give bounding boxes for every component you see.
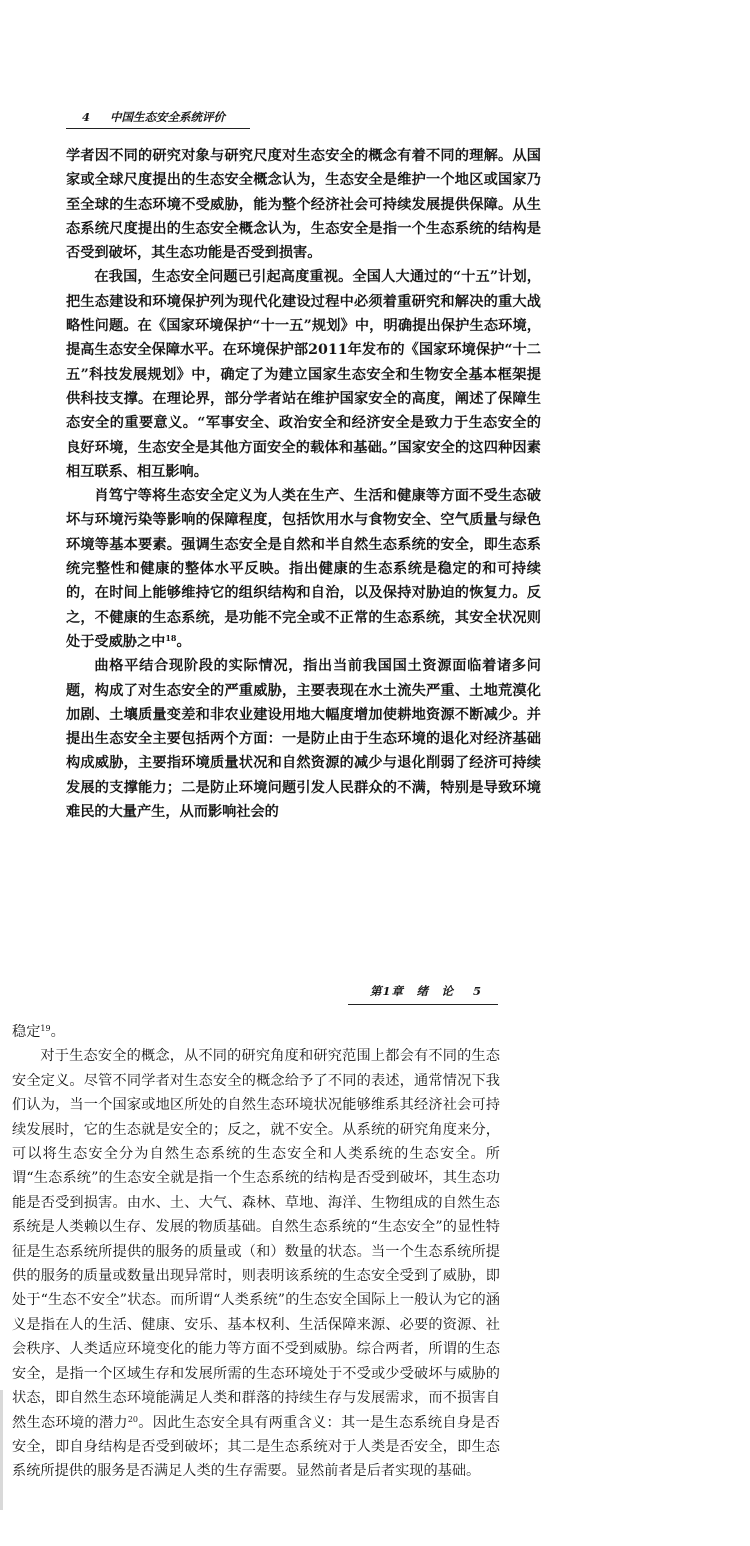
citation: 20	[127, 1414, 139, 1424]
scan-edge	[0, 1390, 3, 1510]
citation: 18	[165, 632, 177, 643]
header-rule	[66, 128, 250, 129]
running-header	[82, 109, 225, 125]
running-head-title: 中国生态安全系统评价	[110, 110, 226, 124]
paragraph: 学者因不同的研究对象与研究尺度对生态安全的概念有着不同的理解。从国家或全球尺度提出的生态安全概念认为，生态安全是维护一个地区或国家乃至全球的生态环境不受威胁，能为整个经济社会可持续发展提供保障。从生态系统尺度提出的生态安全概念认为，生态安全是指一个生态系统的结构是否受到破坏，其生态功能是否受到损害。	[66, 148, 541, 262]
paragraph: 在我国，生态安全问题已引起高度重视。全国人大通过的“十五”计划，把生态建设和环境保护列为现代化建设过程中必须着重研究和解决的重大战略性问题。在《国家环境保护“十一五”规划》中，明确提出保护生态环境，提高生态安全保障水平。在环境保护部2011年发布的《国家环境保护“十二五”科技发展规划》中，确定了为建立国家生态安全和生物安全基本框架提供科技支撑。在理论界，部分学者站在维护国家安全的高度，阐述了保障生态安全的重要意义。“军事安全、政治安全和经济安全是致力于生态安全的良好环境，生态安全是其他方面安全的载体和基础。”国家安全的这四种因素相互联系、相互影响。	[66, 269, 541, 480]
paragraph: 稳定$^{19}$。	[12, 1024, 65, 1040]
paragraph: 曲格平结合现阶段的实际情况，指出当前我国国土资源面临着诸多问题，构成了对生态安全的严重威胁，主要表现在水土流失严重、土地荒漠化加剧、土壤质量变差和非农业建设用地大幅度增加使耕地资源不断减少。并提出生态安全主要包括两个方面：一是防止由于生态环境的退化对经济基础构成威胁，主要指环境质量状况和自然资源的减少与退化削弱了经济可持续发展的支撑能力；二是防止环境问题引发人民群众的不满，特别是导致环境难民的大量产生，从而影响社会的	[66, 658, 541, 821]
page-5	[0, 960, 750, 1546]
page-number: 4	[82, 110, 91, 124]
chapter-label: 第1章 绪 论	[370, 984, 455, 998]
page-number: 5	[473, 984, 483, 998]
page-4-body	[66, 144, 541, 824]
header-rule	[348, 1004, 498, 1005]
running-header	[370, 983, 482, 999]
citation: 19	[40, 1024, 51, 1033]
page-5-body	[12, 1020, 500, 1484]
paragraph: 肖笃宁等将生态安全定义为人类在生产、生活和健康等方面不受生态破坏与环境污染等影响的保障程度，包括饮用水与食物安全、空气质量与绿色环境等基本要素。强调生态安全是自然和半自然生态系统的安全，即生态系统完整性和健康的整体水平反映。指出健康的生态系统是稳定的和可持续的，在时间上能够维持它的组织结构和自治，以及保持对胁迫的恢复力。反之，不健康的生态系统，是功能不完全或不正常的生态系统，其安全状况则处于受威胁之中$^{18}$。	[66, 488, 541, 650]
paragraph: 对于生态安全的概念，从不同的研究角度和研究范围上都会有不同的生态安全定义。尽管不同学者对生态安全的概念给予了不同的表述，通常情况下我们认为，当一个国家或地区所处的自然生态环境状况能够维系其经济社会可持续发展时，它的生态就是安全的；反之，就不安全。从系统的研究角度来分，可以将生态安全分为自然生态系统的生态安全和人类系统的生态安全。所谓“生态系统”的生态安全就是指一个生态系统的结构是否受到破坏，其生态功能是否受到损害。由水、土、大气、森林、草地、海洋、生物组成的自然生态系统是人类赖以生存、发展的物质基础。自然生态系统的“生态安全”的显性特征是生态系统所提供的服务的质量或（和）数量的状态。当一个生态系统所提供的服务的质量或数量出现异常时，则表明该系统的生态安全受到了威胁，即处于“生态不安全”状态。而所谓“人类系统”的生态安全国际上一般认为它的涵义是指在人的生活、健康、安乐、基本权利、生活保障来源、必要的资源、社会秩序、人类适应环境变化的能力等方面不受到威胁。综合两者，所谓的生态安全，是指一个区域生存和发展所需的生态环境处于不受或少受破坏与威胁的状态，即自然生态环境能满足人类和群落的持续生存与发展需求，而不损害自然生态环境的潜力$^{20}$。因此生态安全具有两重含义：其一是生态系统自身是否安全，即自身结构是否受到破坏；其二是生态系统对于人类是否安全，即生态系统所提供的服务是否满足人类的生存需要。显然前者是后者实现的基础。	[12, 1048, 500, 1480]
